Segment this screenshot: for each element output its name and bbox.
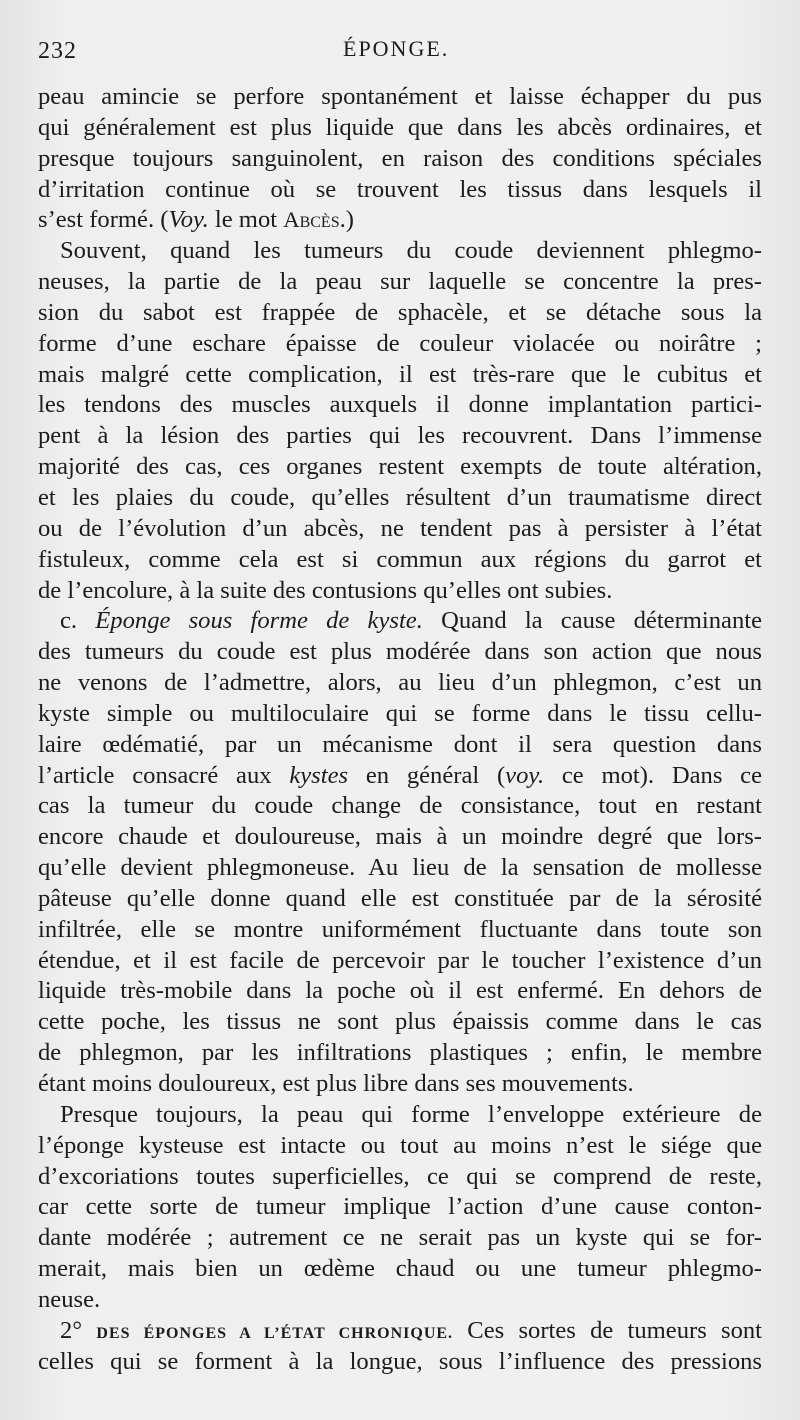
text-line: neuses, la partie de la peau sur laquelle se concentre la pres-: [38, 268, 762, 296]
text-line: et les plaies du coude, qu’elles résultent d’un traumatisme direct: [38, 483, 762, 511]
text-line: l’article consacré aux kystes en général (voy. ce mot). Dans ce: [38, 761, 763, 789]
running-title: ÉPONGE.: [343, 36, 450, 61]
text-line: d’irritation continue où se trouvent les tissus dans lesquels il: [38, 175, 762, 203]
text-line: infiltrée, elle se montre uniformément fluctuante dans toute son: [38, 915, 762, 943]
text-line: l’éponge kysteuse est intacte ou tout au moins n’est le siége que: [38, 1131, 762, 1159]
text-line: ou de l’évolution d’un abcès, ne tendent pas à persister à l’état: [38, 514, 762, 542]
text-line: merait, mais bien un œdème chaud ou une tumeur phlegmo-: [38, 1255, 762, 1283]
section-c-title: Éponge sous forme de kyste.: [95, 607, 423, 635]
text-line: mais malgré cette complication, il est très-rare que le cubitus et: [38, 360, 762, 388]
text-line: ne venons de l’admettre, alors, au lieu d’un phlegmon, c’est un: [38, 669, 762, 697]
text-line: majorité des cas, ces organes restent exempts de toute altération,: [38, 453, 762, 481]
text-line: encore chaude et douloureuse, mais à un moindre degré que lors-: [38, 823, 762, 851]
text-line: fistuleux, comme cela est si commun aux régions du garrot et: [38, 545, 762, 573]
text-line: qui généralement est plus liquide que dans les abcès ordinaires, et: [38, 113, 762, 141]
text-line: presque toujours sanguinolent, en raison des conditions spéciales: [38, 144, 762, 172]
text-line: cas la tumeur du coude change de consistance, tout en restant: [38, 792, 762, 820]
text-line: sion du sabot est frappée de sphacèle, et se détache sous la: [38, 298, 762, 326]
text-line: de phlegmon, par les infiltrations plastiques ; enfin, le membre: [38, 1039, 762, 1067]
section-c-heading-line: c. Éponge sous forme de kyste. Quand la cause déterminante: [60, 607, 762, 635]
text-line: s’est formé. (Voy. le mot Abcès.): [38, 206, 354, 234]
text-line: étant moins douloureux, est plus libre dans ses mouvements.: [38, 1070, 634, 1097]
body-text: [38, 82, 762, 1377]
text-line: pent à la lésion des parties qui les recouvrent. Dans l’immense: [38, 422, 762, 450]
text-line: étendue, et il est facile de percevoir par le toucher l’existence d’un: [38, 946, 762, 974]
page-number: 232: [38, 38, 77, 64]
text-line: peau amincie se perfore spontanément et laisse échapper du pus: [38, 83, 762, 110]
text-line: de l’encolure, à la suite des contusions qu’elles ont subies.: [38, 576, 613, 604]
section-2-title: DES ÉPONGES A L’ÉTAT CHRONIQUE.: [96, 1324, 454, 1342]
text-line: qu’elle devient phlegmoneuse. Au lieu de la sensation de mollesse: [38, 854, 762, 882]
text-line: dante modérée ; autrement ce ne serait pas un kyste qui se for-: [38, 1224, 762, 1252]
text-line: les tendons des muscles auxquels il donne implantation partici-: [38, 391, 762, 419]
text-line: neuse.: [38, 1285, 101, 1313]
text-line: d’excoriations toutes superficielles, ce qui se comprend de reste,: [38, 1162, 762, 1190]
section-2-heading-line: 2° DES ÉPONGES A L’ÉTAT CHRONIQUE. Ces sortes de tumeurs sont: [60, 1316, 763, 1344]
text-line: cette poche, les tissus ne sont plus épaissis comme dans le cas: [38, 1008, 762, 1036]
page-header: [38, 30, 760, 70]
text-line: des tumeurs du coude est plus modérée dans son action que nous: [38, 638, 762, 666]
text-line: celles qui se forment à la longue, sous l’influence des pressions: [38, 1347, 762, 1375]
text-line: laire œdématié, par un mécanisme dont il sera question dans: [38, 730, 762, 758]
text-line: Presque toujours, la peau qui forme l’enveloppe extérieure de: [60, 1100, 762, 1128]
text-line: pâteuse qu’elle donne quand elle est constituée par de la sérosité: [38, 884, 762, 912]
text-line: Souvent, quand les tumeurs du coude deviennent phlegmo-: [60, 237, 762, 265]
text-line: car cette sorte de tumeur implique l’action d’une cause conton-: [38, 1193, 762, 1221]
text-line: liquide très-mobile dans la poche où il est enfermé. En dehors de: [38, 977, 762, 1005]
text-line: forme d’une eschare épaisse de couleur violacée ou noirâtre ;: [38, 329, 762, 357]
text-line: kyste simple ou multiloculaire qui se forme dans le tissu cellu-: [38, 699, 762, 727]
